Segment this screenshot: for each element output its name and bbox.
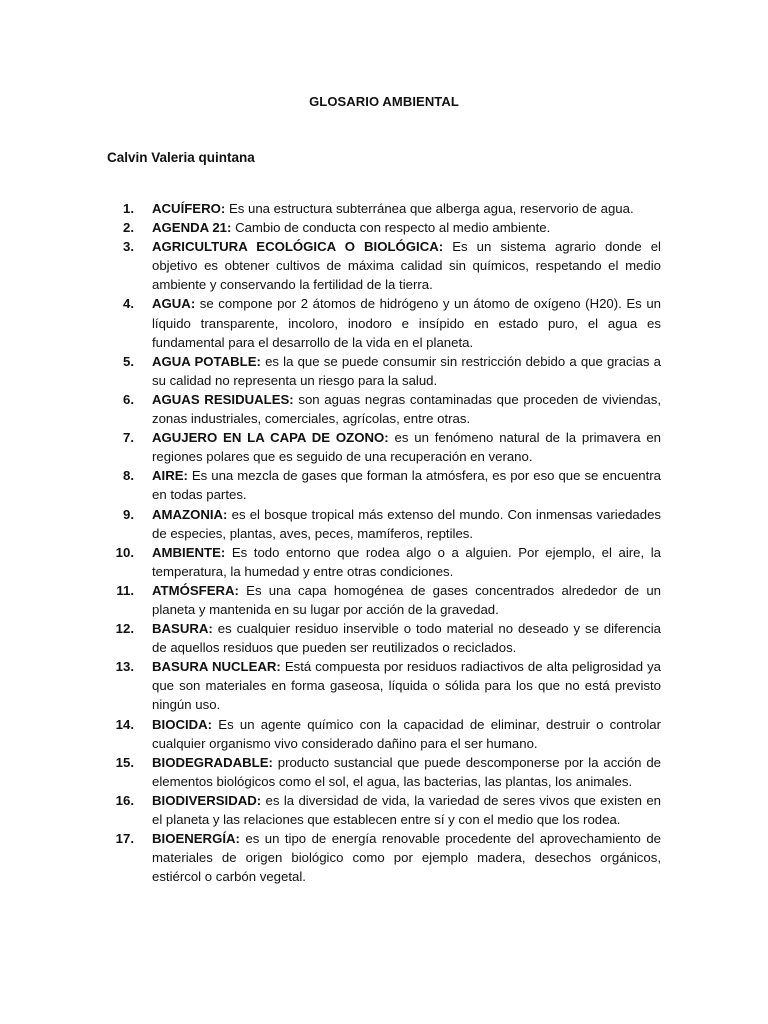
entry-number-text: 1.	[123, 201, 134, 216]
entry-term: BIOENERGÍA:	[152, 831, 240, 847]
entry-number	[107, 715, 143, 734]
entry-number-text: 15.	[115, 754, 134, 770]
glossary-entry	[0, 218, 768, 237]
entry-number-text: 16.	[115, 792, 134, 808]
entry-term: AGRICULTURA ECOLÓGICA O BIOLÓGICA:	[152, 239, 444, 255]
entry-definition: Es una capa homogénea de gases concentrados alrededor de un planeta y mantenida en su lugar por acción de la gravedad.	[152, 582, 661, 617]
entry-number-text: 8.	[123, 468, 134, 484]
entry-number	[107, 581, 143, 600]
entry-number	[107, 829, 143, 848]
entry-number-text: 6.	[123, 391, 134, 407]
entry-number	[107, 791, 143, 810]
entry-term: ATMÓSFERA:	[152, 582, 239, 598]
entry-definition: es la que se puede consumir sin restricción debido a que gracias a su calidad no representa un riesgo para la salud.	[152, 353, 661, 388]
glossary-entry	[0, 294, 768, 351]
entry-term: AGUAS RESIDUALES:	[152, 391, 294, 407]
entry-definition: es cualquier residuo inservible o todo material no deseado y se diferencia de aquellos residuos que pueden ser reutilizados o reciclados.	[152, 621, 661, 656]
glossary-entry	[0, 466, 768, 504]
entry-number	[107, 218, 143, 237]
entry-definition: Es una mezcla de gases que forman la atmósfera, es por eso que se encuentra en todas partes.	[152, 468, 661, 503]
entry-definition: es la diversidad de vida, la variedad de seres vivos que existen en el planeta y las relaciones que establecen entre sí y con el medio que los rodea.	[152, 792, 662, 827]
author-name: Calvin Valeria quintana	[107, 150, 255, 165]
entry-number-text: 5.	[123, 353, 134, 369]
entry-term: AIRE:	[152, 468, 188, 484]
entry-term: ACUÍFERO:	[152, 201, 226, 216]
entry-term: BIODEGRADABLE:	[152, 754, 273, 770]
entry-definition: es el bosque tropical más extenso del mundo. Con inmensas variedades de especies, plantas, aves, peces, mamíferos, reptiles.	[152, 506, 661, 541]
glossary-entry	[0, 581, 768, 619]
entry-term: BIOCIDA:	[152, 716, 213, 732]
glossary-entry	[0, 352, 768, 390]
glossary-entry	[0, 829, 768, 886]
entry-number-text: 3.	[123, 239, 134, 255]
glossary-entry	[0, 753, 768, 791]
glossary-entry	[0, 505, 768, 543]
entry-definition: es un fenómeno natural de la primavera en regiones polares que es seguido de una recuperación en verano.	[152, 430, 662, 465]
entry-number-text: 14.	[115, 716, 134, 732]
entry-number-text: 9.	[123, 506, 134, 522]
entry-number	[107, 466, 143, 485]
entry-definition: Cambio de conducta con respecto al medio ambiente.	[235, 220, 551, 236]
entry-number-text: 13.	[115, 659, 134, 675]
glossary-entry	[0, 543, 768, 581]
entry-definition: Está compuesta por residuos radiactivos de alta peligrosidad ya que son materiales en forma gaseosa, líquida o sólida para los que no está previsto ningún uso.	[152, 659, 661, 713]
entry-number	[107, 753, 143, 772]
entry-definition: Es una estructura subterránea que alberga agua, reservorio de agua.	[228, 201, 634, 216]
entry-number	[107, 199, 143, 218]
glossary-entry	[0, 428, 768, 466]
glossary-entry	[0, 237, 768, 294]
entry-term: BIODIVERSIDAD:	[152, 792, 262, 808]
entry-definition: son aguas negras contaminadas que proceden de viviendas, zonas industriales, comerciales, agrícolas, entre otras.	[152, 391, 661, 427]
entry-definition: Es todo entorno que rodea algo o a alguien. Por ejemplo, el aire, la temperatura, la humedad y entre otras condiciones.	[152, 544, 661, 579]
entry-number-text: 11.	[116, 582, 134, 598]
entry-number-text: 7.	[123, 430, 134, 446]
entry-term: BASURA NUCLEAR:	[152, 659, 281, 675]
entry-term: AGUA:	[152, 296, 196, 312]
entry-term: BASURA:	[152, 621, 213, 637]
entry-number-text: 2.	[123, 220, 134, 236]
glossary-entry	[0, 657, 768, 714]
entry-number	[107, 352, 143, 371]
glossary-entry	[0, 390, 768, 428]
entry-term: AGENDA 21:	[152, 220, 232, 236]
entry-number	[107, 237, 143, 256]
document-title: GLOSARIO AMBIENTAL	[309, 94, 459, 109]
entry-definition: Es un sistema agrario donde el objetivo es obtener cultivos de máxima calidad sin químicos, respetando el medio ambiente y conservando la fertilidad de la tierra.	[152, 239, 661, 293]
glossary-entry	[0, 619, 768, 657]
glossary-list	[0, 199, 768, 886]
entry-number-text: 17.	[115, 831, 134, 847]
glossary-entry	[0, 791, 768, 829]
entry-definition: se compone por 2 átomos de hidrógeno y un átomo de oxígeno (H20). Es un líquido transparente, incoloro, inodoro e insípido en estado puro, el agua es fundamental para el desarrollo de la vida en el planeta.	[152, 296, 661, 350]
entry-term: AMAZONIA:	[152, 506, 228, 522]
entry-definition: Es un agente químico con la capacidad de eliminar, destruir o controlar cualquier organismo vivo considerado dañino para el ser humano.	[152, 716, 661, 751]
entry-number	[107, 505, 143, 524]
entry-number-text: 4.	[123, 296, 134, 312]
entry-definition: es un tipo de energía renovable procedente del aprovechamiento de materiales de origen biológico como por ejemplo madera, desechos orgánicos, estiércol o carbón vegetal.	[152, 831, 661, 885]
glossary-entry	[0, 715, 768, 753]
entry-definition: producto sustancial que puede descomponerse por la acción de elementos biológicos como el sol, el agua, las bacterias, las plantas, los animales.	[152, 754, 661, 789]
entry-number	[107, 619, 143, 638]
entry-term: AGUA POTABLE:	[152, 353, 261, 369]
entry-number	[107, 428, 143, 447]
entry-number	[107, 657, 143, 676]
entry-number	[107, 390, 143, 409]
glossary-entry	[0, 199, 768, 218]
entry-term: AGUJERO EN LA CAPA DE OZONO:	[152, 430, 389, 446]
entry-number-text: 12.	[115, 621, 134, 637]
entry-number-text: 10.	[115, 544, 134, 560]
entry-term: AMBIENTE:	[152, 544, 226, 560]
entry-number	[107, 543, 143, 562]
entry-number	[107, 294, 143, 313]
